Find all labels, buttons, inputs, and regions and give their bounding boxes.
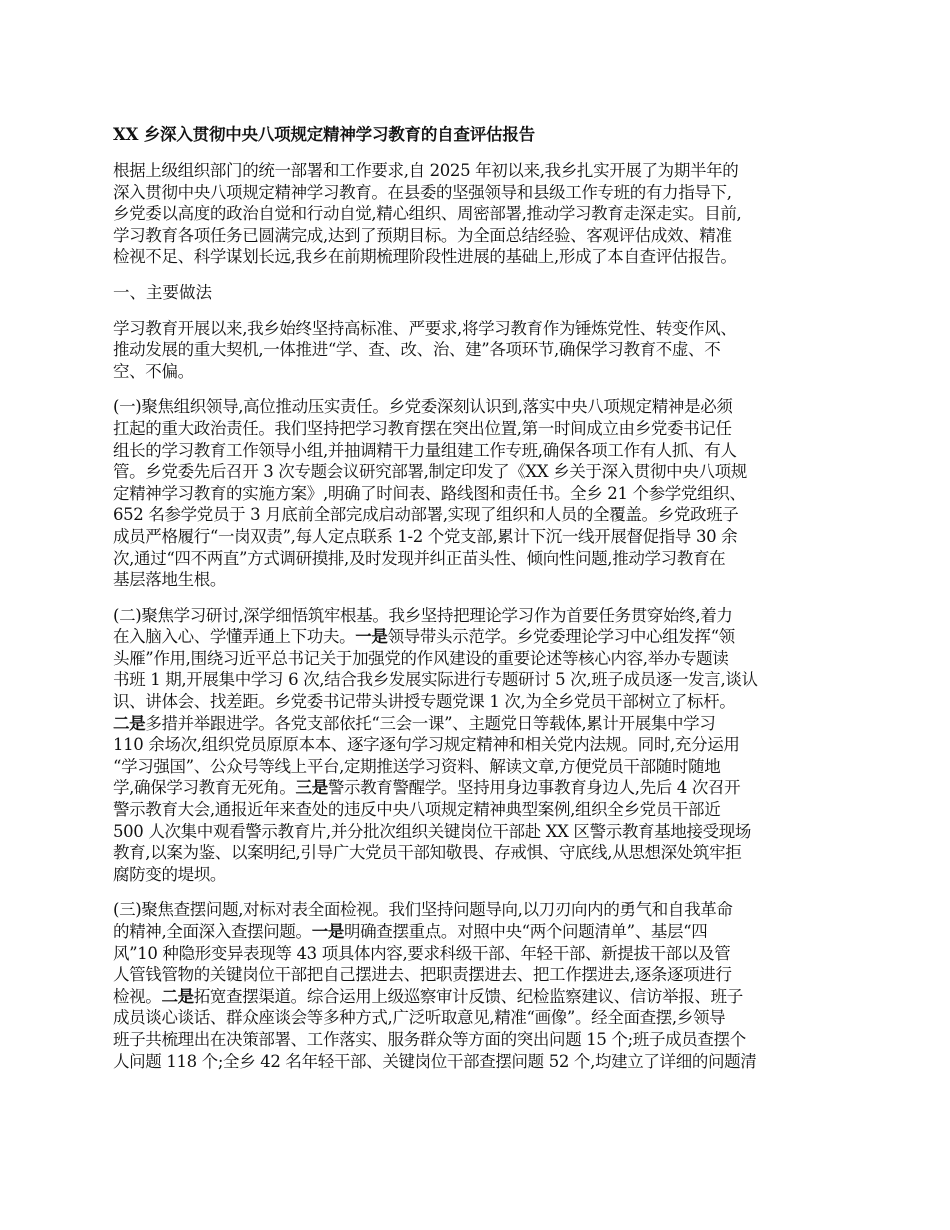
line-text: 识、讲体会、找差距。乡党委书记带头讲授专题党课 1 次,为全乡党员干部树立了标杆。 — [113, 692, 736, 712]
text-line — [113, 734, 843, 756]
text-line — [113, 669, 843, 691]
text-line: 652 名参学党员于 3 月底前全部完成启动部署,实现了组织和人员的全覆盖。乡党政班子 — [113, 505, 739, 525]
line-text: 多措并举跟进学。各党支部依托“三会一课”、主题党日等载体,累计开展集中学习 — [145, 713, 716, 733]
text-line — [113, 986, 843, 1008]
line-text: 拓宽查摆渠道。综合运用上级巡察审计反馈、纪检监察建议、信访举报、班子 — [193, 986, 743, 1006]
line-text: “学习强国”、公众号等线上平台,定期推送学习资料、解读文章,方便党员干部随时随地 — [113, 756, 721, 776]
line-text: 110 余场次,组织党员原原本本、逐字逐句学习规定精神和相关党内法规。同时,充分运用 — [113, 735, 740, 755]
document-page — [113, 124, 843, 1086]
line-prefix: 的精神,全面深入查摆问题。 — [113, 922, 312, 941]
text-line: 检视不足、科学谋划长远,我乡在前期梳理阶段性进展的基础上,形成了本自查评估报告。 — [113, 247, 737, 267]
line-text: (二)聚焦学习研讨,深学细悟筑牢根基。我乡坚持把理论学习作为首要任务贯穿始终,着力 — [113, 605, 733, 625]
emphasis-marker: 一是 — [311, 922, 345, 941]
text-line — [113, 821, 843, 843]
text-line: 次,通过“四不两直”方式调研摸排,及时发现并纠正苗头性、倾向性问题,推动学习教育在 — [113, 548, 726, 568]
section1-intro-paragraph — [113, 318, 843, 383]
text-line: 乡党委以高度的政治自觉和行动自觉,精心组织、周密部署,推动学习教育走深走实。目前, — [113, 204, 742, 224]
text-line: 深入贯彻中央八项规定精神学习教育。在县委的坚强领导和县级工作专班的有力指导下, — [113, 182, 732, 202]
text-line — [113, 626, 843, 648]
line-text: (三)聚焦查摆问题,对标对表全面检视。我们坚持问题导向,以刀刃向内的勇气和自我革命 — [113, 900, 733, 920]
text-line — [113, 1029, 843, 1051]
line-text: 头雁”作用,围绕习近平总书记关于加强党的作风建设的重要论述等核心内容,举办专题读 — [113, 648, 729, 668]
line-text: 风”10 种隐形变异表现等 43 项具体内容,要求科级干部、年轻干部、新提拔干部以及管 — [113, 943, 731, 963]
text-line: 空、不偏。 — [113, 361, 194, 381]
text-line — [113, 943, 843, 965]
part3-paragraph — [113, 899, 843, 1072]
text-line — [113, 1007, 843, 1029]
text-line — [113, 899, 843, 921]
line-text: 书班 1 期,开展集中学习 6 次,结合我乡发展实际进行专题研讨 5 次,班子成员逐一发言,谈认 — [113, 670, 758, 690]
line-text: 人管钱管物的关键岗位干部把自己摆进去、把职责摆进去、把工作摆进去,逐条逐项进行 — [113, 965, 732, 985]
text-line — [113, 799, 843, 821]
part2-paragraph — [113, 605, 843, 886]
line-prefix: 在入脑入心、学懂弄通上下功夫。 — [113, 627, 356, 647]
line-text: 500 人次集中观看警示教育片,并分批次组织关键岗位干部赴 XX 区警示教育基地接受现场 — [113, 821, 752, 841]
line-text: 教育,以案为鉴、以案明纪,引导广大党员干部知敬畏、存戒惧、守底线,从思想深处筑牢拒 — [113, 843, 742, 863]
document-title: XX 乡深入贯彻中央八项规定精神学习教育的自查评估报告 — [113, 125, 535, 144]
emphasis-marker: 二是 — [113, 713, 146, 733]
line-text: 腐防变的堤坝。 — [113, 864, 227, 884]
line-prefix: 检视。 — [113, 986, 162, 1006]
text-line: 学习教育开展以来,我乡始终坚持高标准、严要求,将学习教育作为锤炼党性、转变作风、 — [113, 318, 737, 338]
line-prefix: 学,确保学习教育无死角。 — [113, 778, 296, 798]
text-line — [113, 756, 843, 778]
line-text: 明确查摆重点。对照中央“两个问题清单”、基层“四 — [344, 922, 708, 941]
line-text: 警示教育警醒学。坚持用身边事教育身边人,先后 4 次召开 — [327, 778, 741, 798]
text-line: 根据上级组织部门的统一部署和工作要求,自 2025 年初以来,我乡扎实开展了为期半年的 — [113, 161, 739, 180]
part1-paragraph — [113, 396, 843, 590]
line-text: 领导带头示范学。乡党委理论学习中心组发挥“领 — [387, 627, 735, 647]
text-line — [113, 691, 843, 713]
emphasis-marker: 一是 — [355, 627, 388, 647]
line-text: 成员谈心谈话、群众座谈会等多种方式,广泛听取意见,精准“画像”。经全面查摆,乡领导 — [113, 1008, 726, 1028]
text-line: 成员严格履行“一岗双责”,每人定点联系 1-2 个党支部,累计下沉一线开展督促指导 30 余 — [113, 526, 738, 546]
text-line — [113, 713, 843, 735]
text-line: 定精神学习教育的实施方案》,明确了时间表、路线图和责任书。全乡 21 个参学党组织、 — [113, 483, 746, 503]
text-line: 管。乡党委先后召开 3 次专题会议研究部署,制定印发了《XX 乡关于深入贯彻中央八项规 — [113, 462, 747, 482]
text-line: 推动发展的重大契机,一体推进“学、查、改、治、建”各项环节,确保学习教育不虚、不 — [113, 340, 721, 360]
text-line — [113, 777, 843, 799]
emphasis-marker: 三是 — [295, 778, 328, 798]
emphasis-marker: 二是 — [161, 986, 194, 1006]
text-line — [113, 648, 843, 670]
text-line — [113, 842, 843, 864]
line-text: 警示教育大会,通报近年来查处的违反中央八项规定精神典型案例,组织全乡党员干部近 — [113, 800, 721, 820]
text-line: 学习教育各项任务已圆满完成,达到了预期目标。为全面总结经验、客观评估成效、精准 — [113, 225, 732, 245]
text-line: 组长的学习教育工作领导小组,并抽调精干力量组建工作专班,确保各项工作有人抓、有人 — [113, 440, 737, 460]
text-line — [113, 864, 843, 886]
text-line — [113, 1051, 843, 1073]
text-line — [113, 921, 843, 943]
text-line: (一)聚焦组织领导,高位推动压实责任。乡党委深刻认识到,落实中央八项规定精神是必须 — [113, 397, 733, 417]
text-line — [113, 964, 843, 986]
line-text: 班子共梳理出在决策部署、工作落实、服务群众等方面的突出问题 15 个;班子成员查摆个 — [113, 1029, 746, 1049]
text-line: 基层落地生根。 — [113, 570, 227, 590]
line-text: 人问题 118 个;全乡 42 名年轻干部、关键岗位干部查摆问题 52 个,均建立了详细的问题清 — [113, 1051, 757, 1071]
text-line — [113, 605, 843, 627]
text-line: 扛起的重大政治责任。我们坚持把学习教育摆在突出位置,第一时间成立由乡党委书记任 — [113, 418, 732, 438]
intro-paragraph — [113, 160, 843, 268]
section-heading-main-practices: 一、主要做法 — [113, 282, 212, 302]
